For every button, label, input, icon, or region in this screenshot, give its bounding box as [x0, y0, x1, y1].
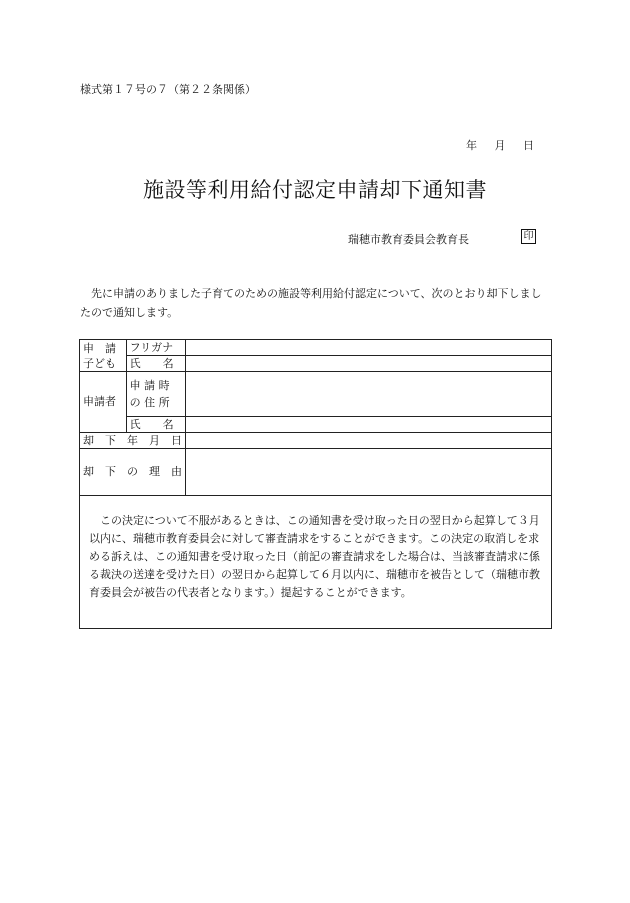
table-row	[80, 433, 552, 449]
label-child-name: 氏 名	[126, 356, 185, 372]
label-rejection-date: 却 下 年 月 日	[80, 433, 186, 449]
rejection-reason-field[interactable]	[186, 449, 552, 496]
date-month: 月	[494, 139, 506, 152]
child-name-field[interactable]	[186, 356, 552, 372]
date-day: 日	[523, 139, 534, 152]
label-child-group: 申 請 子ども	[80, 340, 127, 372]
appeal-notice-box	[79, 496, 552, 629]
applicant-name-field[interactable]	[186, 417, 552, 433]
label-rejection-reason: 却 下 の 理 由	[80, 449, 186, 496]
date-line	[452, 137, 534, 153]
table-row	[80, 356, 552, 372]
table-row	[80, 449, 552, 496]
info-table	[79, 339, 552, 496]
table-row	[80, 372, 552, 417]
rejection-date-field[interactable]	[186, 433, 552, 449]
appeal-notice-text	[89, 512, 541, 602]
label-applicant-address: 申 請 時 の 住 所	[126, 372, 185, 417]
table-row	[80, 340, 552, 356]
body-sentence: 先に申請のありました子育てのための施設等利用給付認定について、次のとおり却下しましたので通知します。	[80, 287, 542, 319]
issuer-name: 瑞穂市教育委員会教育長	[348, 233, 469, 246]
furigana-field[interactable]	[186, 340, 552, 356]
applicant-address-field[interactable]	[186, 372, 552, 417]
body-text	[80, 284, 552, 322]
label-applicant-name: 氏 名	[126, 417, 185, 433]
date-year: 年	[466, 139, 477, 152]
form-number: 様式第１７号の７（第２２条関係）	[80, 83, 256, 96]
label-furigana: フリガナ	[126, 340, 185, 356]
appeal-notice-sentence: この決定について不服があるときは、この通知書を受け取った日の翌日から起算して３月以内に、瑞穂市教育委員会に対して審査請求をすることができます。この決定の取消しを求める訴えは、この通知書を受け取った日（前記の審査請求をした場合は、当該審査請求に係る裁決の送達を受けた日）の翌日から起算して６月以内に、瑞穂市を被告として（瑞穂市教育委員会が被告の代表者となります。）提起することができます。	[89, 514, 540, 599]
label-applicant-group: 申請者	[80, 372, 127, 433]
seal-stamp: 印	[521, 229, 536, 244]
table-row	[80, 417, 552, 433]
document-title: 施設等利用給付認定申請却下通知書	[143, 178, 487, 202]
